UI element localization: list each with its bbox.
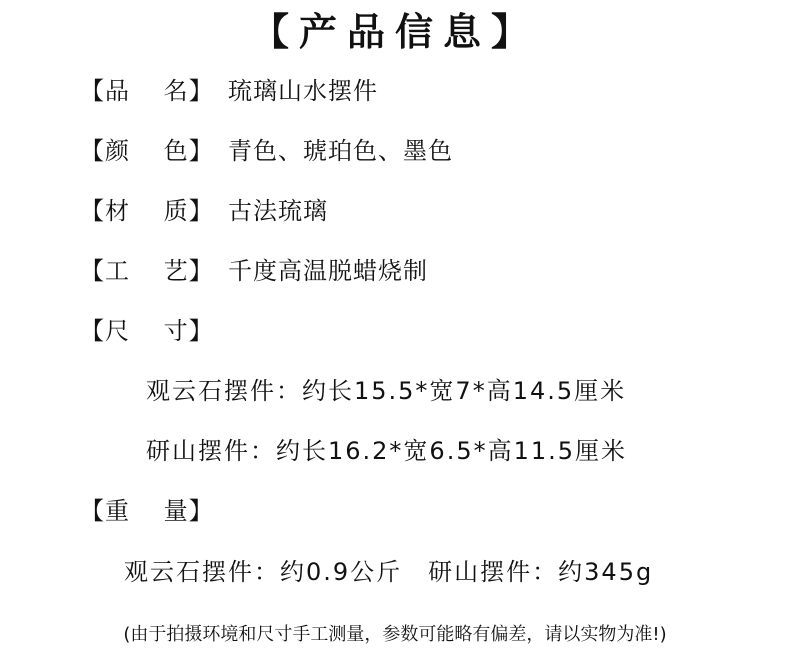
field-value: 青色、琥珀色、墨色 <box>228 137 453 165</box>
field-value: 古法琉璃 <box>228 197 328 225</box>
field-label: 【品 名】 <box>80 77 214 105</box>
field-name <box>80 75 378 107</box>
field-size <box>80 315 228 347</box>
weight-line: 观云石摆件：约0.9公斤 研山摆件：约345g <box>124 558 654 586</box>
field-label: 【工 艺】 <box>80 257 214 285</box>
field-label: 【材 质】 <box>80 197 214 225</box>
disclaimer-note: (由于拍摄环境和尺寸手工测量，参数可能略有偏差，请以实物为准!) <box>123 624 667 645</box>
field-material <box>80 195 328 227</box>
size-line-yanshan: 研山摆件：约长16.2*宽6.5*高11.5厘米 <box>146 437 628 465</box>
size-line-guanyunshi: 观云石摆件：约长15.5*宽7*高14.5厘米 <box>146 377 627 405</box>
field-value: 琉璃山水摆件 <box>228 77 378 105</box>
field-value: 千度高温脱蜡烧制 <box>228 257 428 285</box>
field-craft <box>80 255 428 287</box>
field-color <box>80 135 453 167</box>
field-label: 【重 量】 <box>80 497 214 525</box>
page-title: 【产品信息】 <box>250 9 539 54</box>
field-label: 【颜 色】 <box>80 137 214 165</box>
field-weight <box>80 495 228 527</box>
field-label: 【尺 寸】 <box>80 317 214 345</box>
